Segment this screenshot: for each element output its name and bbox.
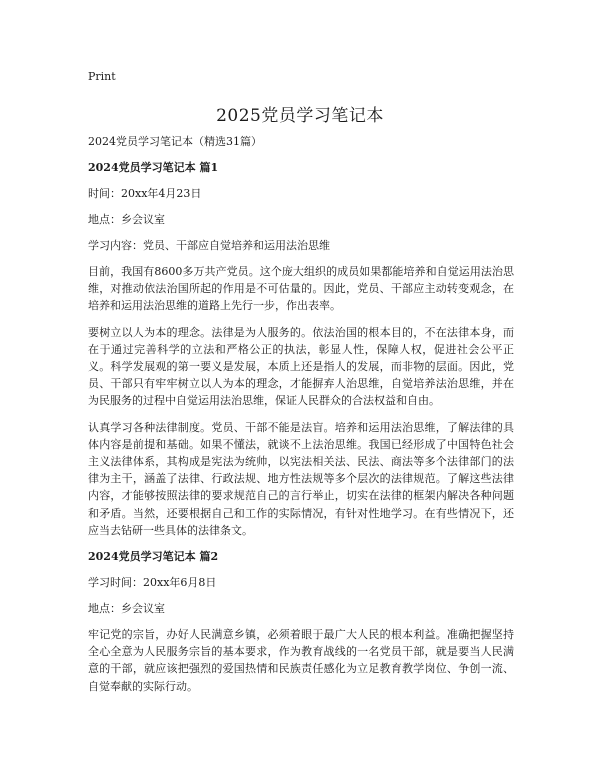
subtitle: 2024党员学习笔记本（精选31篇）	[88, 135, 262, 148]
section-1-time: 时间：20xx年4月23日	[88, 187, 202, 200]
section-2-paragraph: 牢记党的宗旨，办好人民满意乡镇，必须着眼于最广大人民的根本利益。准确把握坚持全心全意为人民服务宗旨的基本要求，作为教育战线的一名党员干部，就是要当人民满意的干部，就应该把强烈的爱国热情和民族责任感化为立足教育教学岗位、争创一流、自觉奉献的实际行动。	[88, 628, 514, 693]
section-1-place: 地点：乡会议室	[88, 213, 165, 226]
section-1-paragraph: 要树立以人为本的理念。法律是为人服务的。依法治国的根本目的，不在法律本身，而在于通过完善科学的立法和严格公正的执法，彰显人性，保障人权，促进社会公平正义。科学发展观的第一要义是发展，本质上还是指人的发展，而非物的层面。因此，党员、干部只有牢牢树立以人为本的理念，才能摒弃人治思维，自觉培养法治思维，并在为民服务的过程中自觉运用法治思维，保证人民群众的合法权益和自由。	[88, 325, 514, 408]
section-2-time: 学习时间：20xx年6月8日	[88, 576, 217, 590]
section-1-paragraph: 目前，我国有8600多万共产党员。这个庞大组织的成员如果都能培养和自觉运用法治思维，对推动依法治国所起的作用是不可估量的。因此，党员、干部应主动转变观念，在培养和运用法治思维的道路上先行一步，作出表率。	[88, 265, 514, 313]
document-body	[88, 133, 514, 704]
section-1-heading: 2024党员学习笔记本 篇1	[88, 161, 219, 174]
section-1-paragraph: 认真学习各种法律制度。党员、干部不能是法盲。培养和运用法治思维，了解法律的具体内容是前提和基础。如果不懂法，就谈不上法治思维。我国已经形成了中国特色社会主义法律体系，其构成是宪法为统帅，以宪法相关法、民法、商法等多个法律部门的法律为主干，涵盖了法律、行政法规、地方性法规等多个层次的法律规范。了解这些法律内容，才能够按照法律的要求规范自己的言行举止，切实在法律的框架内解决各种问题和矛盾。当然，还要根据自己和工作的实际情况，有针对性地学习。在有些情况下，还应当去钻研一些具体的法律条文。	[88, 420, 514, 537]
section-2-heading: 2024党员学习笔记本 篇2	[88, 550, 219, 564]
print-label[interactable]: Print	[88, 70, 116, 83]
section-1-topic: 学习内容：党员、干部应自觉培养和运用法治思维	[88, 239, 330, 252]
page-title: 2025党员学习笔记本	[216, 106, 384, 126]
section-2-place: 地点：乡会议室	[88, 602, 165, 616]
